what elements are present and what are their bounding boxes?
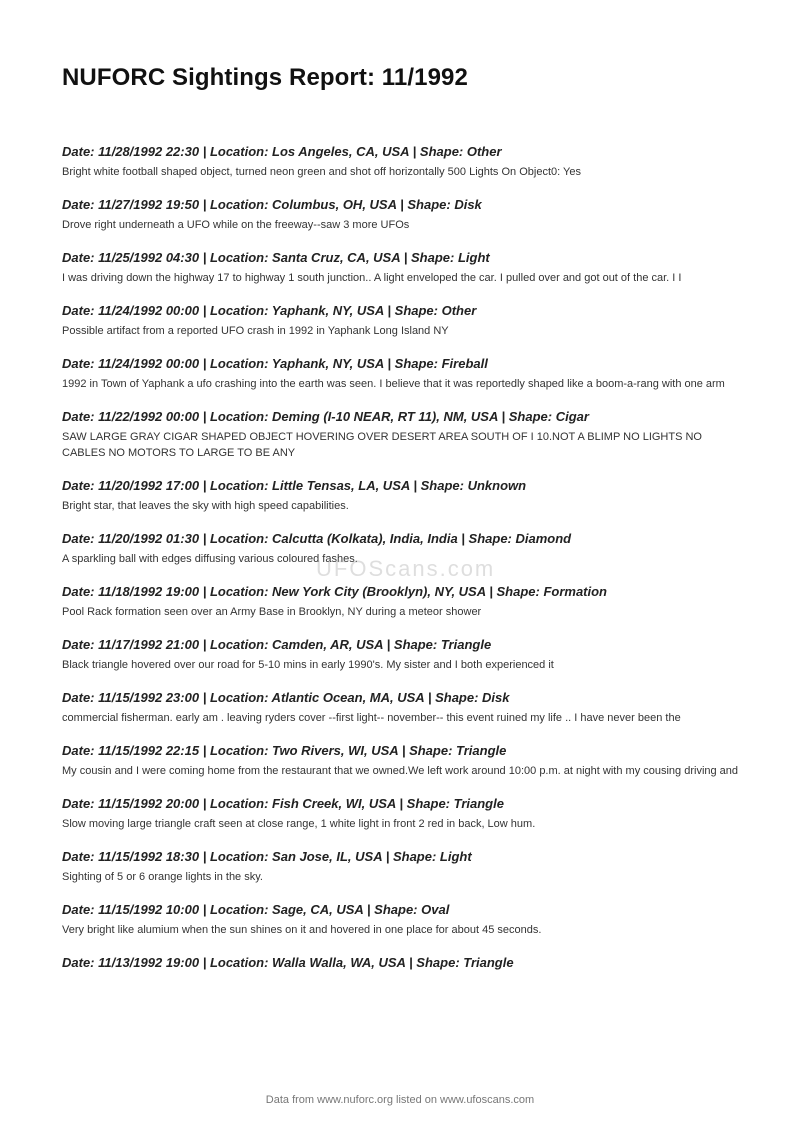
entry-description: Sighting of 5 or 6 orange lights in the sky. — [62, 871, 263, 883]
entry-description: SAW LARGE GRAY CIGAR SHAPED OBJECT HOVERING OVER DESERT AREA SOUTH OF I 10.NOT A BLIMP NO LIGHTS NO CABLES NO MOTORS TO LARGE TO BE ANY — [62, 431, 702, 459]
entry-header: Date: 11/15/1992 20:00 | Location: Fish Creek, WI, USA | Shape: Triangle — [62, 796, 504, 811]
entry-description: 1992 in Town of Yaphank a ufo crashing into the earth was seen. I believe that it was reportedly shaped like a boom-a-rang with one arm — [62, 378, 725, 390]
list-item — [62, 355, 742, 392]
list-item — [62, 477, 742, 514]
list-item — [62, 901, 742, 938]
entry-header: Date: 11/25/1992 04:30 | Location: Santa Cruz, CA, USA | Shape: Light — [62, 250, 490, 265]
entry-header: Date: 11/20/1992 01:30 | Location: Calcutta (Kolkata), India, India | Shape: Diamond — [62, 531, 572, 546]
entry-description: Pool Rack formation seen over an Army Base in Brooklyn, NY during a meteor shower — [62, 606, 482, 618]
entry-header: Date: 11/15/1992 23:00 | Location: Atlantic Ocean, MA, USA | Shape: Disk — [62, 690, 510, 705]
list-item — [62, 302, 742, 339]
list-item — [62, 689, 742, 726]
entry-description: commercial fisherman. early am . leaving ryders cover --first light-- november-- this event ruined my life .. I have never been the — [62, 712, 681, 724]
list-item — [62, 249, 742, 286]
list-item — [62, 530, 742, 567]
entry-description: Very bright like alumium when the sun shines on it and hovered in one place for about 45 seconds. — [62, 924, 542, 936]
list-item — [62, 742, 742, 779]
entry-description: I was driving down the highway 17 to highway 1 south junction.. A light enveloped the car. I pulled over and got out of the car. I I — [62, 272, 682, 284]
entry-header: Date: 11/13/1992 19:00 | Location: Walla Walla, WA, USA | Shape: Triangle — [62, 955, 514, 970]
entry-header: Date: 11/17/1992 21:00 | Location: Camden, AR, USA | Shape: Triangle — [62, 637, 492, 652]
footer-note: Data from www.nuforc.org listed on www.ufoscans.com — [265, 1094, 535, 1106]
page-title: NUFORC Sightings Report: 11/1992 — [62, 64, 468, 91]
sightings-list — [62, 143, 742, 987]
entry-description: My cousin and I were coming home from the restaurant that we owned.We left work around 10:00 p.m. at night with my cousing driving and — [62, 765, 739, 777]
entry-description: Bright star, that leaves the sky with high speed capabilities. — [62, 500, 349, 512]
entry-header: Date: 11/15/1992 10:00 | Location: Sage, CA, USA | Shape: Oval — [62, 902, 450, 917]
entry-header: Date: 11/22/1992 00:00 | Location: Deming (I-10 NEAR, RT 11), NM, USA | Shape: Cigar — [62, 409, 589, 424]
entry-description: A sparkling ball with edges diffusing various coloured fashes. — [62, 553, 358, 565]
entry-description: Drove right underneath a UFO while on the freeway--saw 3 more UFOs — [62, 219, 410, 231]
entry-description: Slow moving large triangle craft seen at close range, 1 white light in front 2 red in back, Low hum. — [62, 818, 536, 830]
entry-header: Date: 11/18/1992 19:00 | Location: New York City (Brooklyn), NY, USA | Shape: Formation — [62, 584, 607, 599]
entry-header: Date: 11/27/1992 19:50 | Location: Columbus, OH, USA | Shape: Disk — [62, 197, 482, 212]
entry-header: Date: 11/15/1992 18:30 | Location: San Jose, IL, USA | Shape: Light — [62, 849, 472, 864]
list-item — [62, 408, 742, 461]
entry-header: Date: 11/24/1992 00:00 | Location: Yaphank, NY, USA | Shape: Fireball — [62, 356, 488, 371]
list-item — [62, 583, 742, 620]
entry-description: Black triangle hovered over our road for 5-10 mins in early 1990's. My sister and I both experienced it — [62, 659, 554, 671]
watermark: UFOScans.com — [316, 556, 496, 581]
list-item — [62, 143, 742, 180]
list-item — [62, 848, 742, 885]
list-item — [62, 795, 742, 832]
entry-description: Bright white football shaped object, turned neon green and shot off horizontally 500 Lights On Object0: Yes — [62, 166, 581, 178]
entry-header: Date: 11/15/1992 22:15 | Location: Two Rivers, WI, USA | Shape: Triangle — [62, 743, 507, 758]
list-item — [62, 636, 742, 673]
entry-header: Date: 11/20/1992 17:00 | Location: Little Tensas, LA, USA | Shape: Unknown — [62, 478, 527, 493]
list-item — [62, 196, 742, 233]
entry-header: Date: 11/24/1992 00:00 | Location: Yaphank, NY, USA | Shape: Other — [62, 303, 477, 318]
list-item — [62, 954, 742, 971]
entry-header: Date: 11/28/1992 22:30 | Location: Los Angeles, CA, USA | Shape: Other — [62, 144, 502, 159]
entry-description: Possible artifact from a reported UFO crash in 1992 in Yaphank Long Island NY — [62, 325, 449, 337]
